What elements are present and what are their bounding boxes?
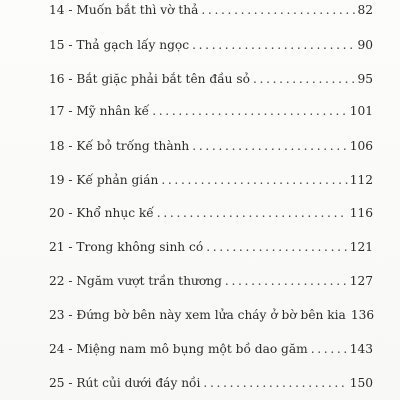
toc-entry-page: 82 [357, 3, 373, 17]
toc-entry-title: 24 - Miệng nam mô bụng một bồ dao găm [49, 342, 308, 356]
toc-dot-leader [311, 339, 348, 359]
toc-entry-title: 17 - Mỹ nhân kế [49, 104, 150, 118]
toc-entry-page: 121 [349, 240, 373, 254]
toc-entry-title: 16 - Bắt giặc phải bắt tên đầu sỏ [49, 72, 250, 86]
toc-entry [49, 136, 373, 156]
toc-entry-title: 15 - Thả gạch lấy ngọc [49, 38, 190, 52]
toc-dot-leader [253, 69, 356, 89]
toc-entry [49, 339, 373, 359]
toc-entry-page: 127 [349, 274, 373, 288]
toc-entry-page: 101 [349, 104, 373, 118]
toc-entry-page: 90 [357, 38, 373, 52]
toc-entry-page: 150 [349, 376, 373, 390]
toc-entry [49, 237, 373, 257]
toc-entry-page: 106 [349, 139, 373, 153]
toc-entry-title: 19 - Kế phản gián [49, 173, 159, 187]
toc-entry-page: 95 [357, 72, 373, 86]
toc-dot-leader [203, 373, 347, 393]
toc-entry-page: 116 [349, 206, 373, 220]
toc-entry [49, 101, 373, 121]
toc-entry-title: 23 - Đứng bờ bên này xem lửa cháy ở bờ bên kia [49, 308, 346, 322]
toc-entry-title: 22 - Ngăm vượt trần thương [49, 274, 222, 288]
toc-dot-leader [201, 0, 355, 20]
toc-entry [49, 203, 373, 223]
toc-dot-leader [161, 170, 347, 190]
toc-dot-leader [225, 271, 348, 291]
toc-entry-page: 143 [349, 342, 373, 356]
toc-dot-leader [152, 101, 348, 121]
toc-entry [49, 271, 373, 291]
toc-entry [49, 69, 373, 89]
toc-entry-page: 136 [350, 308, 375, 322]
toc-entry-title: 21 - Trong không sinh có [49, 240, 204, 254]
toc-entry-title: 14 - Muốn bắt thì vờ thả [49, 3, 199, 17]
toc-dot-leader [192, 35, 355, 55]
toc-entry-page: 112 [349, 173, 373, 187]
toc-dot-leader [192, 136, 347, 156]
toc-entry-title: 20 - Khổ nhục kế [49, 206, 154, 220]
toc-entry [49, 305, 373, 325]
toc-dot-leader [157, 203, 348, 223]
toc-dot-leader [206, 237, 348, 257]
toc-entry [49, 0, 373, 20]
toc-entry [49, 170, 373, 190]
toc-entry [49, 373, 373, 393]
toc-entry-title: 25 - Rút củi dưới đáy nồi [49, 376, 201, 390]
toc-entry-title: 18 - Kế bỏ trống thành [49, 139, 190, 153]
toc-entry [49, 35, 373, 55]
